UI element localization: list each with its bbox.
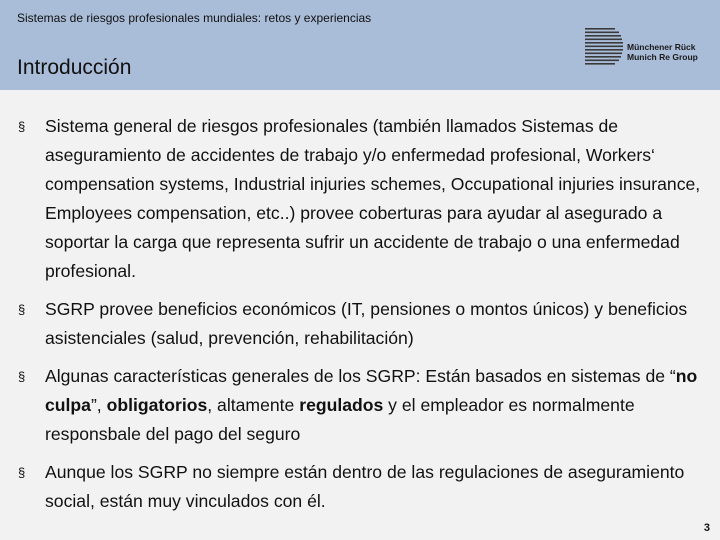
bullet-marker: § (18, 369, 26, 384)
bullet-text-part: y el empleador es normalmente responsbale del pago del seguro (45, 395, 635, 444)
bullet-text: Sistema general de riesgos profesionales (también llamados Sistemas de aseguramiento de accidentes de trabajo y/o enfermedad profesional, Workers‘ compensation systems, Industrial injuries schemes, Occupational injuries insurance, Employees compensation, etc..) provee coberturas para ayudar al asegurado a soportar la carga que representa sufrir un accidente de trabajo o una enfermedad profesional. (45, 116, 701, 281)
bullet-text: Aunque los SGRP no siempre están dentro de las regulaciones de aseguramiento social, están muy vinculados con él. (45, 462, 685, 511)
bullet-text-part: Algunas características generales de los SGRP: Están basados en sistemas de “ (45, 366, 676, 386)
logo-wordmark (627, 42, 698, 62)
slide-title: Introducción (17, 56, 132, 79)
bullet-item-1 (18, 112, 708, 286)
slide-body (18, 112, 708, 525)
bullet-text-part: ”, (90, 395, 107, 415)
slide-header (0, 0, 720, 90)
munich-re-stripes-icon (583, 27, 623, 67)
bullet-text-part: , altamente (207, 395, 300, 415)
bullet-text: SGRP provee beneficios económicos (IT, pensiones o montos únicos) y beneficios asistenciales (salud, prevención, rehabilitación) (45, 299, 688, 348)
bullet-item-3 (18, 362, 708, 449)
logo-line-1: Münchener Rück (627, 42, 696, 52)
bullet-item-2 (18, 295, 708, 353)
emphasis-obligatorios: obligatorios (106, 395, 208, 415)
page-number: 3 (703, 522, 710, 534)
emphasis-no-culpa: no culpa (45, 366, 698, 415)
bullet-text (45, 366, 697, 444)
emphasis-regulados: regulados (299, 395, 384, 415)
bullet-marker: § (18, 119, 26, 134)
bullet-marker: § (18, 302, 26, 317)
munich-re-logo (583, 27, 713, 67)
logo-line-2: Munich Re Group (627, 52, 698, 62)
bullet-marker: § (18, 465, 26, 480)
presentation-subtitle: Sistemas de riesgos profesionales mundiales: retos y experiencias (17, 11, 372, 25)
bullet-item-4 (18, 458, 708, 516)
